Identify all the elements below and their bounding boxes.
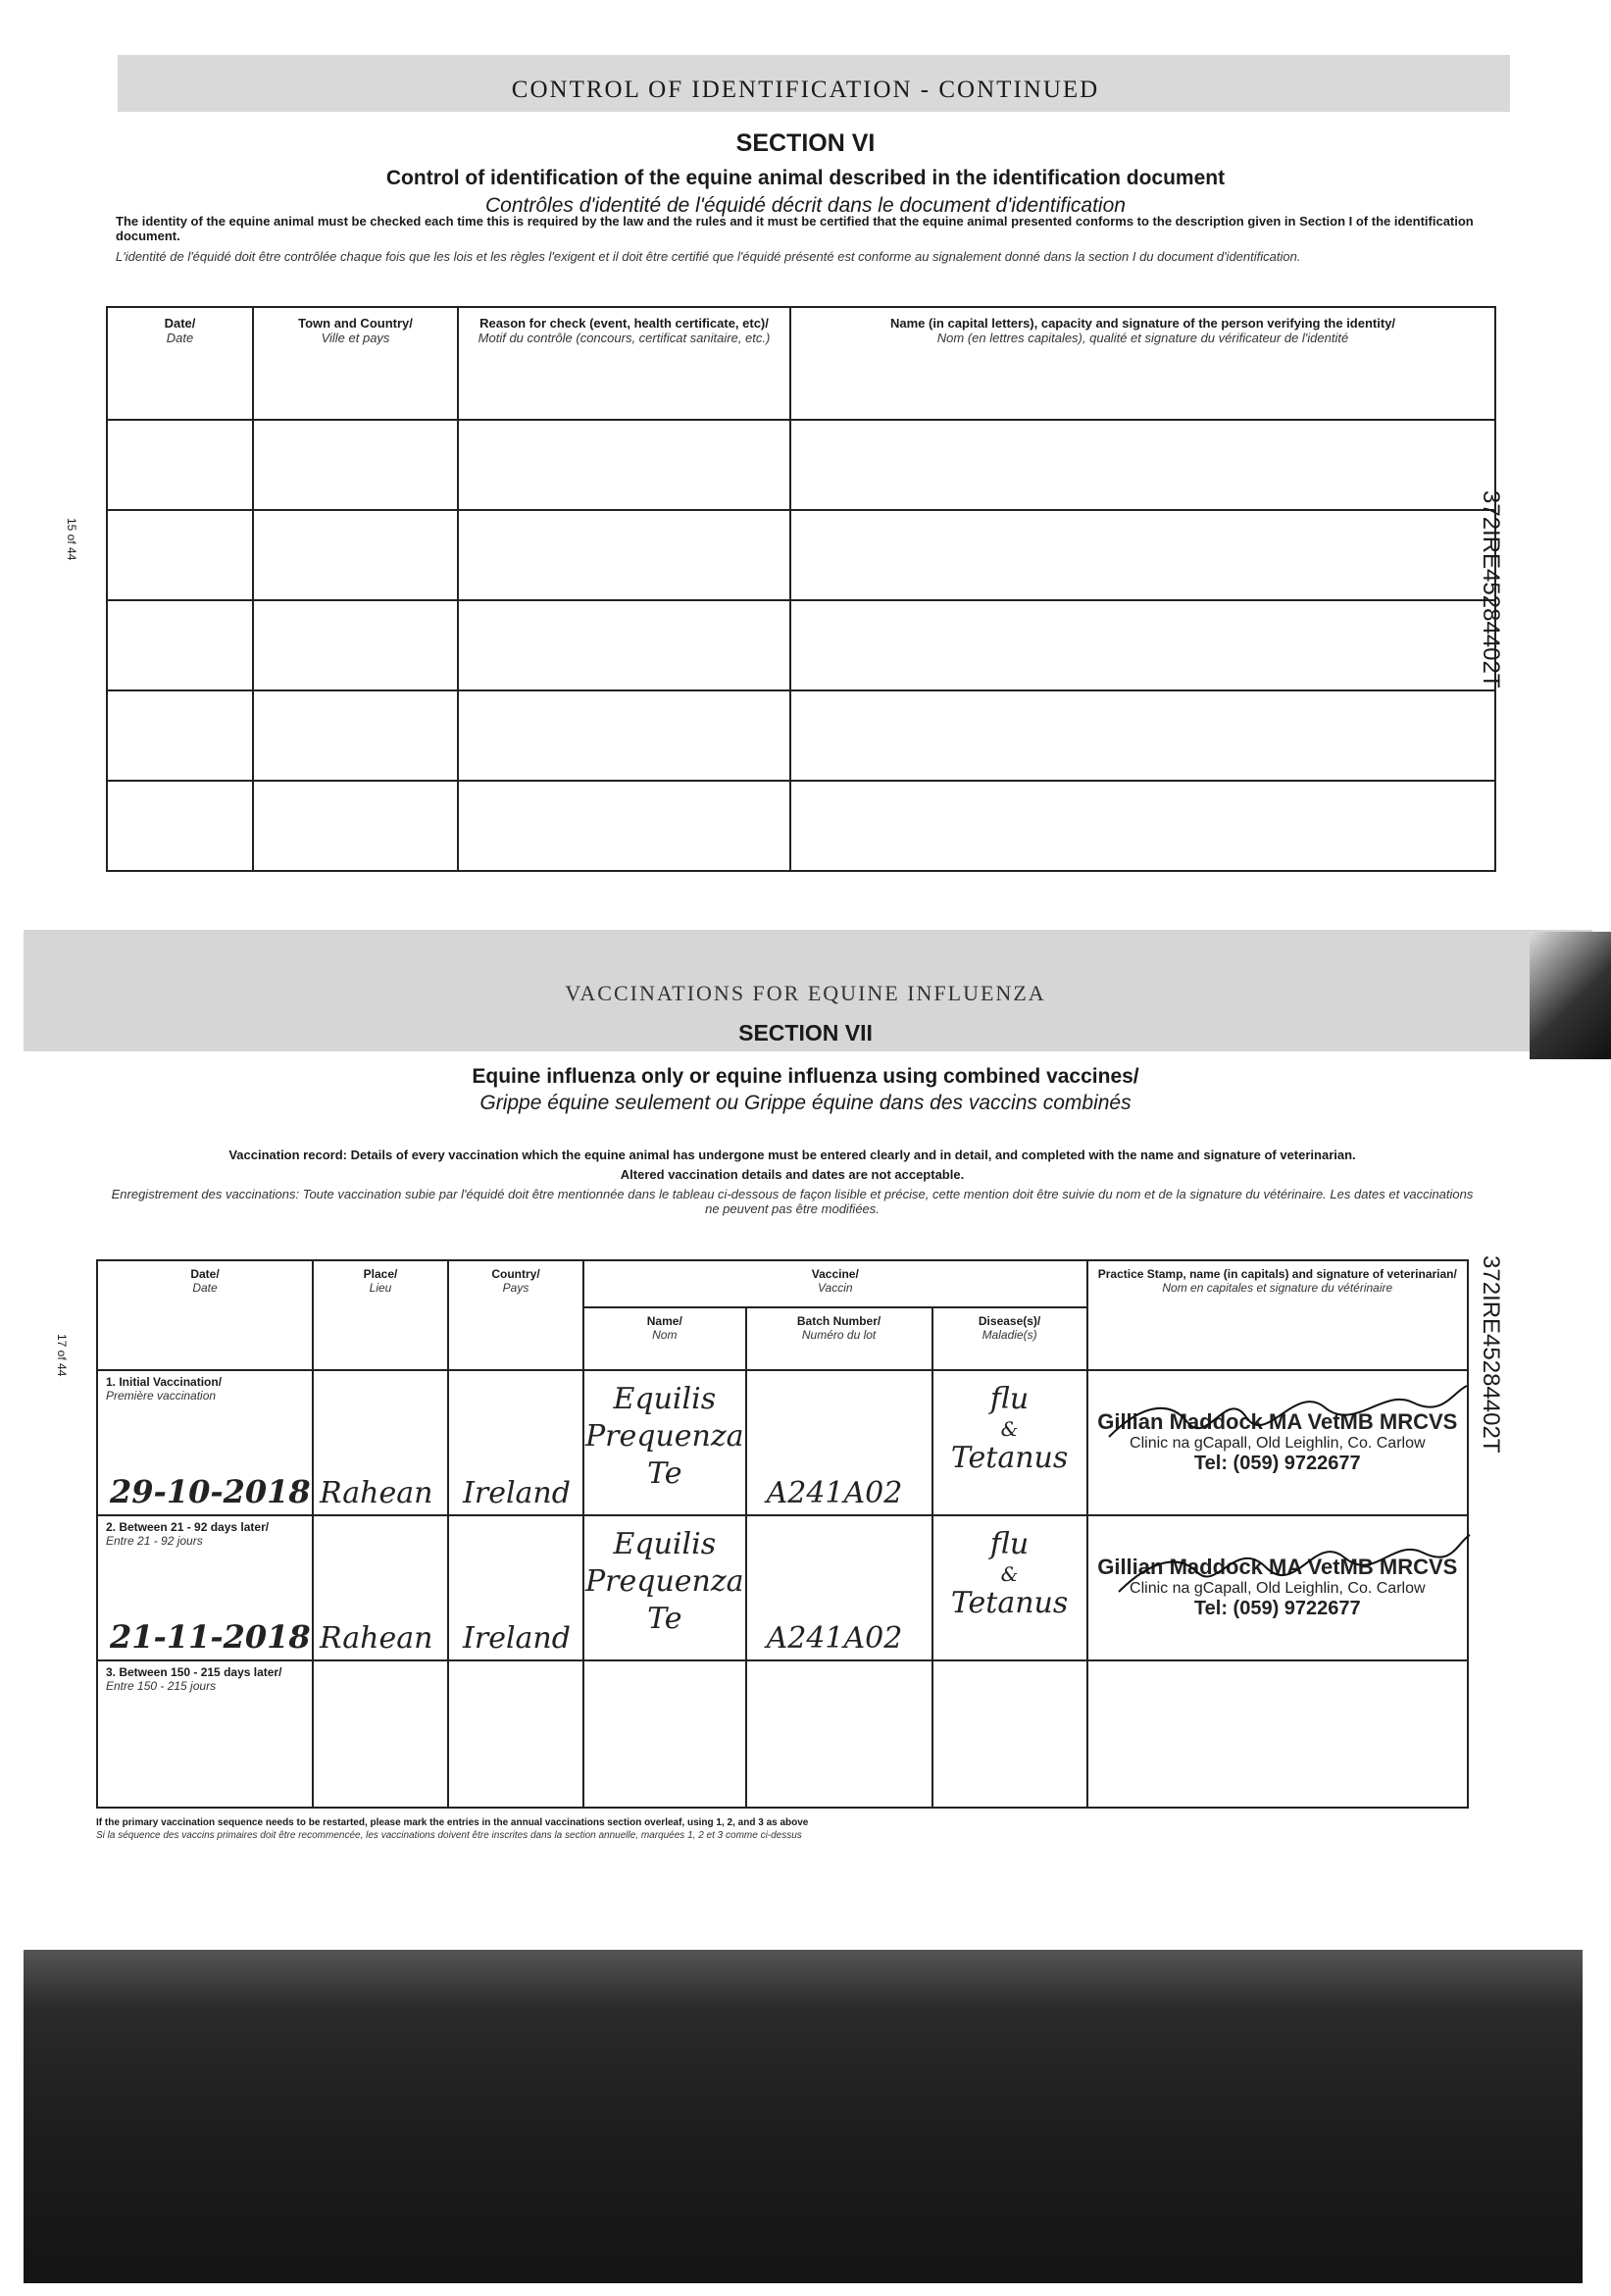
section7-heading: Equine influenza only or equine influenza using combined vaccines/ (472, 1065, 1139, 1088)
country-cell (448, 1515, 583, 1660)
section6-heading: Control of identification of the equine animal described in the identification document (385, 167, 1226, 189)
country-cell (448, 1660, 583, 1808)
row-label-fr: Entre 21 - 92 jours (106, 1534, 203, 1548)
col-label: Place/ (363, 1267, 398, 1281)
section6-label: SECTION VI (735, 129, 876, 157)
table-row (107, 600, 1495, 690)
table-cell (458, 781, 790, 871)
place-cell (313, 1515, 448, 1660)
vaccine-name-line: Equilis (613, 1527, 717, 1561)
col-label-fr: Pays (502, 1281, 529, 1295)
disease-cell (932, 1660, 1087, 1808)
table-cell (790, 420, 1495, 510)
vaccination-record-note-2: Altered vaccination details and dates are not acceptable. (620, 1167, 965, 1182)
country-value: Ireland (463, 1476, 571, 1510)
practice-stamp-cell (1087, 1515, 1468, 1660)
col-label: Town and Country/ (298, 316, 413, 331)
vet-tel: Tel: (059) 9722677 (1193, 1598, 1361, 1619)
identification-check-table (106, 306, 1496, 872)
country-cell (448, 1370, 583, 1515)
vet-clinic: Clinic na gCapall, Old Leighlin, Co. Carlow (1130, 1435, 1426, 1452)
row-label: 1. Initial Vaccination/ (106, 1375, 223, 1389)
disease-line: & (1000, 1562, 1019, 1586)
table-cell (790, 600, 1495, 690)
disease-line: Tetanus (950, 1441, 1069, 1475)
vaccination-table (96, 1259, 1469, 1809)
col-label-fr: Date (166, 331, 194, 345)
table-cell (107, 420, 253, 510)
vaccination-date: 29-10-2018 (110, 1473, 311, 1510)
disease-line: flu (989, 1527, 1030, 1561)
table-cell (107, 690, 253, 781)
place-value: Rahean (320, 1476, 433, 1510)
table-row (97, 1515, 1468, 1660)
col-label: Reason for check (event, health certificate, etc)/ (479, 316, 769, 331)
table-header-row (107, 307, 1495, 420)
col-label-fr: Motif du contrôle (concours, certificat sanitaire, etc.) (478, 331, 771, 345)
table-header-row (97, 1260, 1468, 1307)
row-label: 2. Between 21 - 92 days later/ (106, 1520, 270, 1534)
batch-cell (746, 1370, 932, 1515)
vaccine-name-cell (583, 1515, 746, 1660)
row-label-fr: Première vaccination (106, 1389, 217, 1403)
vaccine-name-line: Equilis (613, 1382, 717, 1416)
col-label: Disease(s)/ (978, 1314, 1041, 1328)
vet-tel: Tel: (059) 9722677 (1193, 1453, 1361, 1474)
table-row (107, 690, 1495, 781)
country-value: Ireland (463, 1621, 571, 1656)
table-cell (790, 510, 1495, 600)
section6-instruction-fr: L'identité de l'équidé doit être contrôlée chaque fois que les lois et les règles l'exigent et il doit être certifié que l'équidé présenté est conforme au signalement donné dans la section I du document d'identification. (116, 249, 1301, 264)
col-label-fr: Lieu (369, 1281, 392, 1295)
col-practice-stamp (1087, 1260, 1468, 1370)
vet-stamp (1089, 1372, 1466, 1475)
page-number: 17 of 44 (55, 1334, 69, 1377)
vet-name: Gillian Maddock MA VetMB MRCVS (1097, 1409, 1458, 1434)
col-label: Date/ (190, 1267, 220, 1281)
place-cell (313, 1660, 448, 1808)
vaccine-name-line: Prequenza (585, 1564, 744, 1599)
vaccination-date: 21-11-2018 (110, 1618, 311, 1656)
col-town-country (253, 307, 458, 420)
section6-title: CONTROL OF IDENTIFICATION - CONTINUED (511, 77, 1100, 103)
section6-instruction: The identity of the equine animal must be checked each time this is required by the law and the rules and it must be certified that the equine animal presented conforms to the description given in Section I of the identification document. (116, 214, 1474, 243)
table-cell (458, 600, 790, 690)
table-cell (253, 420, 458, 510)
row-label: 3. Between 150 - 215 days later/ (106, 1665, 282, 1679)
row-label-cell (97, 1660, 313, 1808)
vet-signature (1099, 1378, 1472, 1456)
page-number: 15 of 44 (65, 518, 78, 561)
col-label: Date/ (164, 316, 196, 331)
col-label-fr: Numéro du lot (801, 1328, 877, 1342)
vaccine-name-line: Prequenza (585, 1419, 744, 1454)
col-label-fr: Nom en capitales et signature du vétérinaire (1162, 1281, 1393, 1295)
place-cell (313, 1370, 448, 1515)
col-label-fr: Date (192, 1281, 218, 1295)
vaccine-name-line: Te (647, 1456, 682, 1491)
vaccine-name-cell (583, 1660, 746, 1808)
batch-cell (746, 1660, 932, 1808)
vet-clinic: Clinic na gCapall, Old Leighlin, Co. Carlow (1130, 1580, 1426, 1597)
disease-line: flu (989, 1382, 1030, 1416)
col-label-fr: Vaccin (818, 1281, 853, 1295)
table-row (107, 420, 1495, 510)
col-batch-number (746, 1307, 932, 1370)
col-date (107, 307, 253, 420)
row-label-fr: Entre 150 - 215 jours (106, 1679, 217, 1693)
disease-cell (932, 1515, 1087, 1660)
vet-signature (1099, 1523, 1472, 1602)
col-label: Practice Stamp, name (in capitals) and signature of veterinarian/ (1097, 1267, 1457, 1281)
table-cell (253, 600, 458, 690)
vet-stamp (1089, 1517, 1466, 1620)
col-label-fr: Ville et pays (321, 331, 390, 345)
col-label-fr: Maladie(s) (982, 1328, 1037, 1342)
table-row (107, 510, 1495, 600)
col-vaccine (583, 1260, 1087, 1307)
col-label: Batch Number/ (796, 1314, 881, 1328)
vaccination-record-note: Vaccination record: Details of every vaccination which the equine animal has undergone must be entered clearly and in detail, and completed with the name and signature of veterinarian. (228, 1148, 1356, 1162)
section7-title: VACCINATIONS FOR EQUINE INFLUENZA (565, 981, 1046, 1005)
col-vaccine-name (583, 1307, 746, 1370)
col-date (97, 1260, 313, 1370)
disease-line: & (1000, 1417, 1019, 1441)
vaccine-name-cell (583, 1370, 746, 1515)
disease-line: Tetanus (950, 1586, 1069, 1620)
row-label-cell (97, 1515, 313, 1660)
table-cell (107, 781, 253, 871)
col-country (448, 1260, 583, 1370)
batch-number: A241A02 (766, 1476, 903, 1510)
disease-cell (932, 1370, 1087, 1515)
footnote: If the primary vaccination sequence needs to be restarted, please mark the entries in the annual vaccinations section overleaf, using 1, 2, and 3 as above (96, 1817, 809, 1828)
practice-stamp-cell (1087, 1370, 1468, 1515)
table-cell (253, 781, 458, 871)
table-cell (790, 690, 1495, 781)
table-row (107, 781, 1495, 871)
col-label: Country/ (491, 1267, 540, 1281)
table-row (97, 1370, 1468, 1515)
col-label: Name (in capital letters), capacity and signature of the person verifying the identity/ (889, 316, 1396, 331)
table-cell (458, 510, 790, 600)
vaccination-record-note-fr: Enregistrement des vaccinations: Toute vaccination subie par l'équidé doit être mentionnée dans le tableau ci-dessous de façon lisible et précise, cette mention doit être suivie du nom et de la signature du vétérinaire. Les dates et vaccinations ne peuvent pas être modifiées. (111, 1187, 1474, 1216)
row-label-cell (97, 1370, 313, 1515)
table-cell (107, 510, 253, 600)
col-label-fr: Nom (en lettres capitales), qualité et signature du vérificateur de l'identité (936, 331, 1349, 345)
vaccine-name-line: Te (647, 1602, 682, 1636)
col-diseases (932, 1307, 1087, 1370)
passport-number-side: 372IRE45284402T (1478, 1255, 1504, 1454)
practice-stamp-cell (1087, 1660, 1468, 1808)
table-cell (458, 420, 790, 510)
col-label: Vaccine/ (811, 1267, 859, 1281)
col-label: Name/ (646, 1314, 682, 1328)
batch-cell (746, 1515, 932, 1660)
table-cell (458, 690, 790, 781)
col-place (313, 1260, 448, 1370)
place-value: Rahean (320, 1621, 433, 1656)
table-row (97, 1660, 1468, 1808)
footnote-fr: Si la séquence des vaccins primaires doit être recommencée, les vaccinations doivent être inscrites dans la section annuelle, marquées 1, 2 et 3 comme ci-dessus (96, 1830, 802, 1841)
table-cell (253, 510, 458, 600)
section7-label: SECTION VII (738, 1020, 873, 1046)
col-verifier (790, 307, 1495, 420)
col-label-fr: Nom (652, 1328, 678, 1342)
section7-heading-fr: Grippe équine seulement ou Grippe équine dans des vaccins combinés (479, 1092, 1132, 1114)
vet-name: Gillian Maddock MA VetMB MRCVS (1097, 1555, 1458, 1579)
section6-heading-fr: Contrôles d'identité de l'équidé décrit dans le document d'identification (485, 194, 1126, 217)
batch-number: A241A02 (766, 1621, 903, 1656)
table-cell (107, 600, 253, 690)
scan-dark-area (24, 1950, 1583, 2283)
table-cell (790, 781, 1495, 871)
passport-number-side: 372IRE45284402T (1478, 490, 1504, 689)
col-reason (458, 307, 790, 420)
table-cell (253, 690, 458, 781)
